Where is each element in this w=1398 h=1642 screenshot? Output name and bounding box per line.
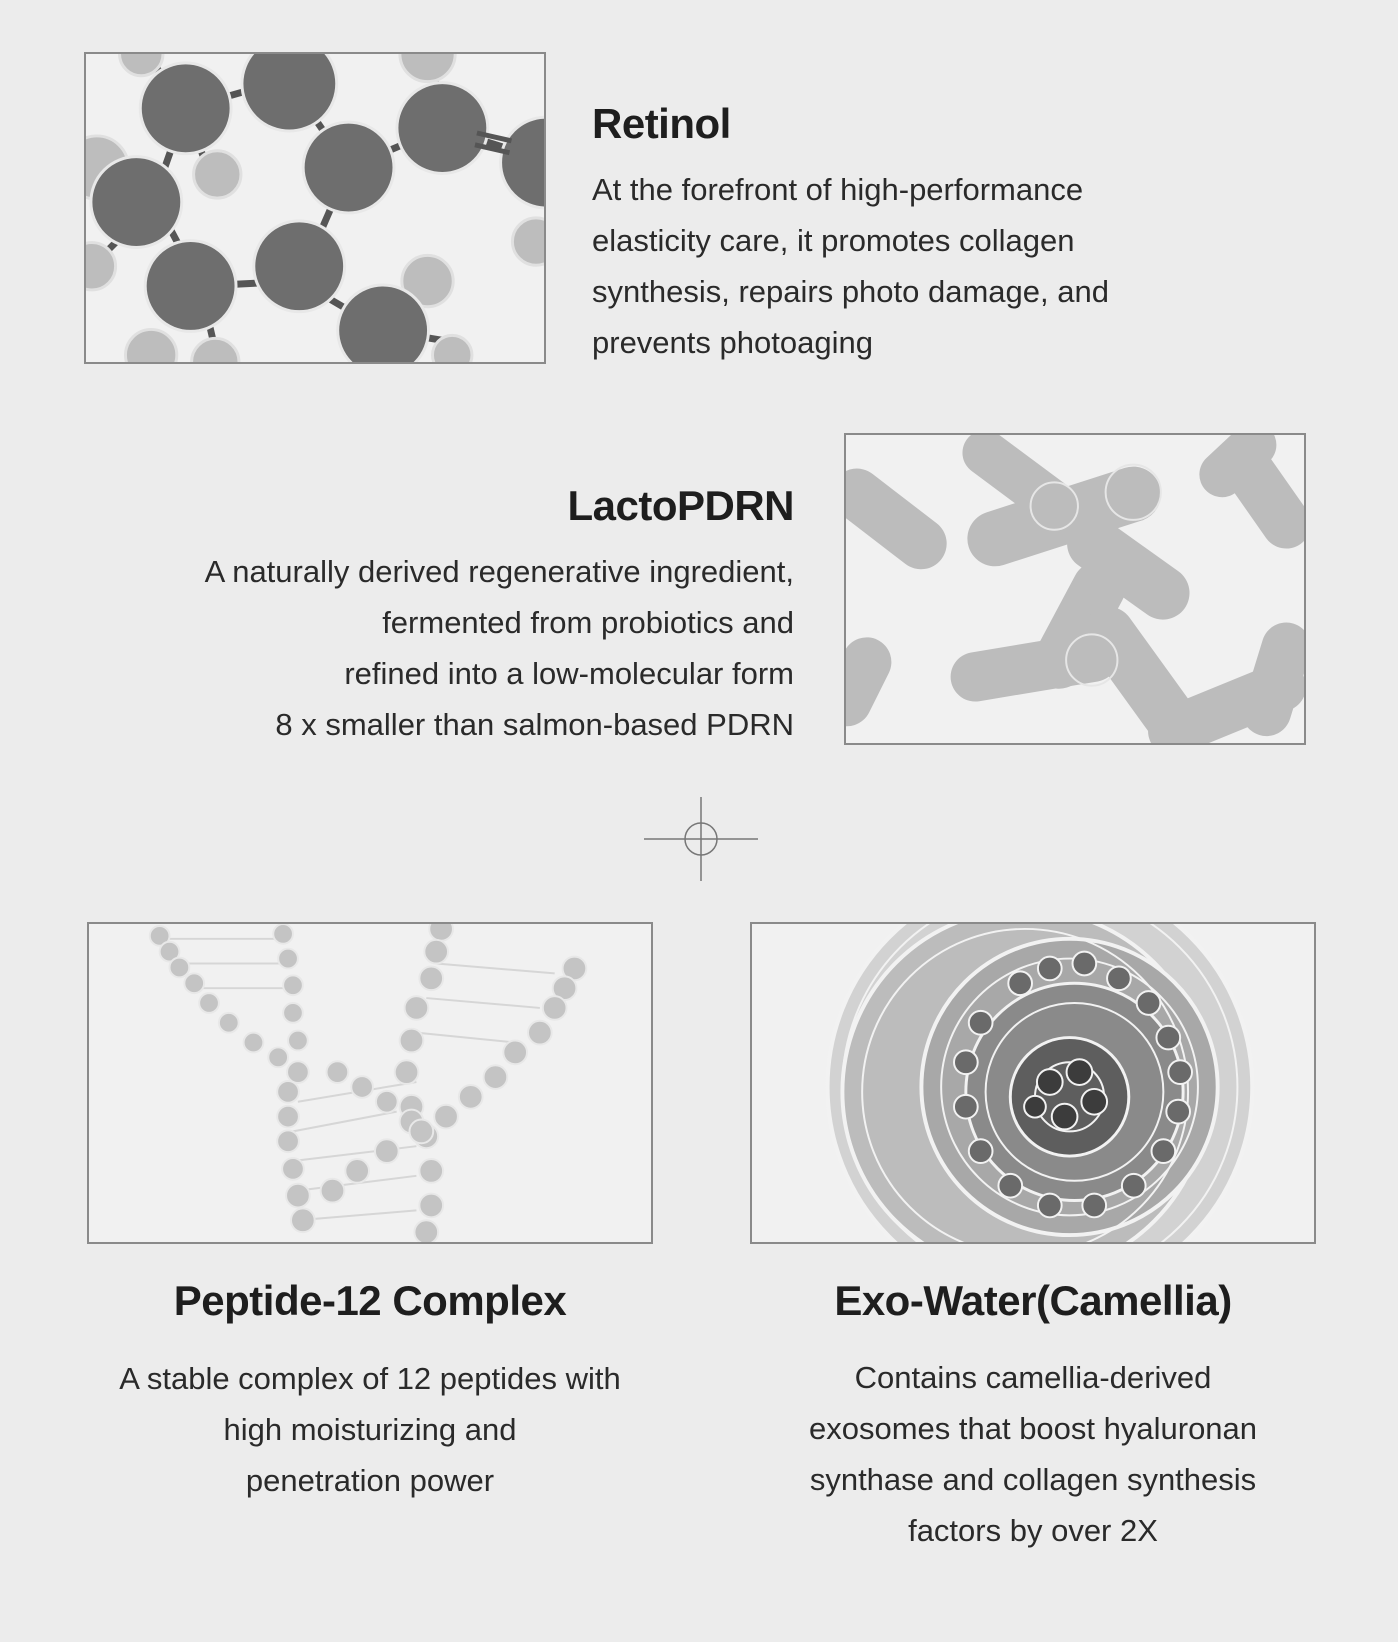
exo-water-line-3: synthase and collagen synthesis bbox=[809, 1462, 1257, 1497]
retinol-line-1: At the forefront of high-performance bbox=[592, 172, 1084, 207]
retinol-description bbox=[592, 164, 1109, 368]
peptide-dna-image bbox=[87, 922, 653, 1244]
peptide-line-2: high moisturizing and bbox=[223, 1412, 517, 1447]
lactopdrn-line-1: A naturally derived regenerative ingredient, bbox=[204, 554, 794, 589]
lactopdrn-line-4: 8 x smaller than salmon-based PDRN bbox=[275, 707, 794, 742]
crosshair-icon bbox=[644, 797, 758, 881]
exo-water-cell-image bbox=[750, 922, 1316, 1244]
retinol-line-4: prevents photoaging bbox=[592, 325, 873, 360]
retinol-line-2: elasticity care, it promotes collagen bbox=[592, 223, 1075, 258]
lactopdrn-line-2: fermented from probiotics and bbox=[382, 605, 794, 640]
lactopdrn-bacteria-illustration bbox=[846, 435, 1304, 743]
exo-water-line-4: factors by over 2X bbox=[908, 1513, 1158, 1548]
exo-water-cell-illustration bbox=[752, 924, 1314, 1242]
lactopdrn-description bbox=[205, 546, 794, 750]
retinol-molecule-illustration bbox=[86, 54, 544, 362]
exo-water-line-2: exosomes that boost hyaluronan bbox=[808, 1411, 1258, 1446]
exo-water-line-1: Contains camellia-derived bbox=[854, 1360, 1212, 1395]
lactopdrn-bacteria-image bbox=[844, 433, 1306, 745]
retinol-line-3: synthesis, repairs photo damage, and bbox=[592, 274, 1109, 309]
peptide-title: Peptide-12 Complex bbox=[173, 1277, 567, 1324]
lactopdrn-title: LactoPDRN bbox=[567, 482, 794, 529]
peptide-line-3: penetration power bbox=[245, 1463, 495, 1498]
exo-water-description bbox=[750, 1352, 1316, 1556]
peptide-dna-illustration bbox=[89, 924, 651, 1242]
retinol-title: Retinol bbox=[592, 100, 731, 147]
peptide-line-1: A stable complex of 12 peptides with bbox=[119, 1361, 621, 1396]
lactopdrn-line-3: refined into a low-molecular form bbox=[344, 656, 794, 691]
peptide-description bbox=[87, 1353, 653, 1506]
retinol-molecule-image bbox=[84, 52, 546, 364]
exo-water-title: Exo-Water(Camellia) bbox=[834, 1277, 1232, 1324]
